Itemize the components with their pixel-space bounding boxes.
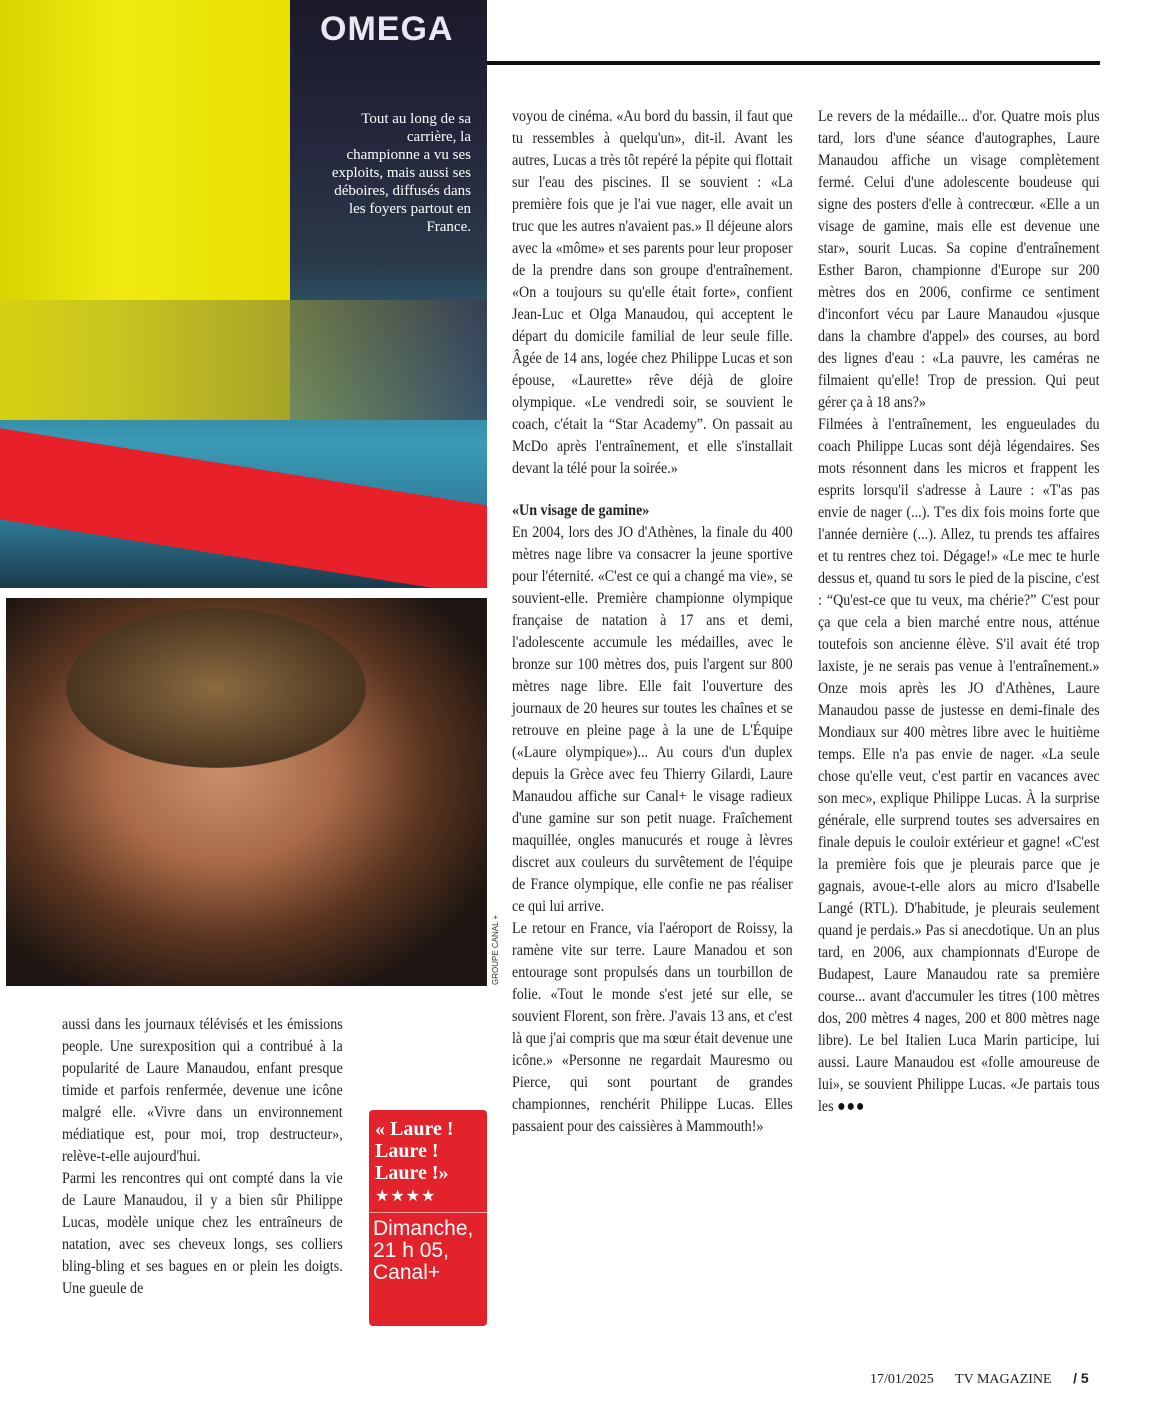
broadcast-schedule: Dimanche, 21 h 05, Canal+ bbox=[373, 1217, 474, 1284]
omega-logo: OMEGA bbox=[320, 10, 454, 48]
program-info-box bbox=[369, 1110, 487, 1326]
rating-stars: ★★★★ bbox=[375, 1188, 437, 1205]
issue-date: 17/01/2025 bbox=[870, 1372, 934, 1387]
red-lane-rope bbox=[0, 424, 487, 588]
continued-icon: ●●● bbox=[837, 1098, 866, 1115]
hair-shape bbox=[66, 608, 366, 768]
article-column-2 bbox=[512, 106, 793, 1138]
article-column-3 bbox=[818, 106, 1100, 1118]
magazine-name: TV MAGAZINE bbox=[955, 1372, 1052, 1387]
page-number: / 5 bbox=[1073, 1370, 1089, 1386]
paragraph: En 2004, lors des JO d'Athènes, la finale du 400 mètres nage libre va consacrer la jeune sportive pour l'éternité. «C'est ce qui a changé ma vie», se souvient-elle. Première championne olympique française de natation à 17 ans et demi, l'adolescente accumule les médailles, avec le bronze sur 100 mètres dos, puis l'argent sur 800 mètres nage libre. Elle fait l'ouverture des journaux de 20 heures sur toutes les chaînes et se retrouve en pleine page à la une de L'Équipe («Laure olympique»)... Au cours d'un duplex depuis la Grèce avec feu Thierry Gilardi, Laure Manaudou affiche sur Canal+ le visage radieux d'une gamine sur son petit nuage. Fraîchement maquillée, ongles manucurés et rouge à lèvres discret aux couleurs du survêtement de l'équipe de France olympique, elle confie ne pas réaliser ce qui lui arrive. bbox=[512, 524, 793, 915]
paragraph: aussi dans les journaux télévisés et les émissions people. Une surexposition qui a contribué à la popularité de Laure Manaudou, enfant presque timide et parfois renfermée, devenue une icône malgré elle. «Vivre dans un environnement médiatique est, pour moi, trop destructeur», relève-t-elle aujourd'hui. bbox=[62, 1016, 343, 1165]
paragraph: Le revers de la médaille... d'or. Quatre mois plus tard, lors d'une séance d'autographes, Laure Manaudou affiche un visage complètement fermé. Celui d'une adolescente boudeuse qui signe des posters d'elle à contrecœur. «Elle a un visage de gamine, mais elle est devenue une star», sourit Lucas. Sa copine d'entraînement Esther Baron, championne d'Europe sur 200 mètres dos en 2006, confirme ce sentiment d'inconfort vécu par Laure Manaudou «jusque dans la chambre d'appel» des courses, au bord des lignes d'eau : «La pauvre, les caméras ne filmaient qu'elle! Trop de pression. Qui peut gérer ça à 18 ans?» bbox=[818, 108, 1100, 411]
photo-credit: GROUPE CANAL + bbox=[491, 914, 500, 985]
section-heading: «Un visage de gamine» bbox=[512, 502, 650, 519]
header-rule bbox=[487, 61, 1100, 65]
article-column-1 bbox=[62, 1014, 343, 1300]
paragraph: Le retour en France, via l'aéroport de Roissy, la ramène vite sur terre. Laure Manadou et son entourage sont propulsés dans un tourbillon de folie. «Tout le monde s'est jeté sur elle, se souvient Florent, son frère. J'avais 13 ans, et c'est là que j'ai compris que ma sœur était devenue une icône.» «Personne ne regardait Mauresmo ou Pierce, qui sont pourtant de grandes championnes, renchérit Philippe Lucas. Elles passaient pour des caissières à Mammouth!» bbox=[512, 920, 793, 1135]
photo-caption: Tout au long de sa carrière, la championne a vu ses exploits, mais aussi ses déboires, diffusés dans les foyers partout en France. bbox=[331, 111, 471, 235]
swimming-pool-photo bbox=[0, 0, 487, 588]
paragraph bbox=[818, 414, 1100, 1118]
paragraph: voyou de cinéma. «Au bord du bassin, il faut que tu ressembles à quelqu'un», dit-il. Avant les autres, Lucas a très tôt repéré la pépite qui flottait sur l'eau des piscines. Il se souvient : «La première fois que je l'ai vue nager, elle avait un truc que les autres n'avaient pas.» Il déjeune alors avec la «môme» et ses parents pour leur proposer de la prendre dans son groupe d'entraînement. «On a toujours su qu'elle était forte», confient Jean-Luc et Olga Manaudou, qui acceptent le départ du domicile familial de leur seule fille. Âgée de 14 ans, logée chez Philippe Lucas et son épouse, «Laurette» rêve déjà de gloire olympique. «Le vendredi soir, se souvient le coach, c'était la “Star Academy”. On passait au McDo après l'entraînement, et elle s'installait devant la télé pour la soirée.» bbox=[512, 108, 793, 477]
program-title: « Laure ! Laure ! Laure !» bbox=[375, 1118, 454, 1184]
water-reflection bbox=[0, 300, 487, 420]
paragraph-text: Filmées à l'entraînement, les engueulades du coach Philippe Lucas sont déjà légendaires. Ses mots résonnent dans les micros et frappent les esprits lorsqu'il s'adresse à Laure : «T'as pas envie de nager (...). T'es dix fois moins forte que l'année dernière (...). Allez, tu prends tes affaires et tu rentres chez toi. Dégage!» «Le mec te hurle dessus et, quand tu sors le pied de la piscine, c'est : “Qu'est-ce que tu veux, ma chérie?” C'est pour ça que cela a bien marché entre nous, atténue toutefois son ancienne élève. S'il avait été trop laxiste, je ne serais pas venue à l'entraînement.» Onze mois après les JO d'Athènes, Laure Manaudou passe de justesse en demi-finale des Mondiaux sur 400 mètres libre avec le huitième temps. Elle n'a pas envie de nager. «La seule chose qu'elle veut, c'est partir en vacances avec son mec», explique Philippe Lucas. À la surprise générale, elle surprend toutes ses adversaires en finale depuis le couloir extérieur et gagne! «C'est la première fois que je pleurais parce que je gagnais, avoue-t-elle alors au micro d'Isabelle Langé (RTL). D'habitude, je pleurais seulement quand je perdais.» Pas si anecdotique. Un an plus tard, en 2006, aux championnats d'Europe de Budapest, Laure Manaudou rate sa première course... avant d'accumuler les titres (100 mètres dos, 200 mètres 4 nages, 200 et 800 mètres nage libre). Le bel Italien Luca Marin participe, lui aussi. Laure Manaudou est «folle amoureuse de lui», se souvient Philippe Lucas. «Je partais tous les bbox=[818, 416, 1100, 1115]
page-footer bbox=[870, 1370, 1089, 1388]
paragraph: Parmi les rencontres qui ont compté dans la vie de Laure Manaudou, il y a bien sûr Philippe Lucas, modèle unique chez les entraîneurs de natation, avec ses cheveux longs, ses colliers bling-bling et ses bagues en or plein les doigts. Une gueule de bbox=[62, 1170, 343, 1297]
swimmer-portrait-photo bbox=[6, 598, 487, 986]
